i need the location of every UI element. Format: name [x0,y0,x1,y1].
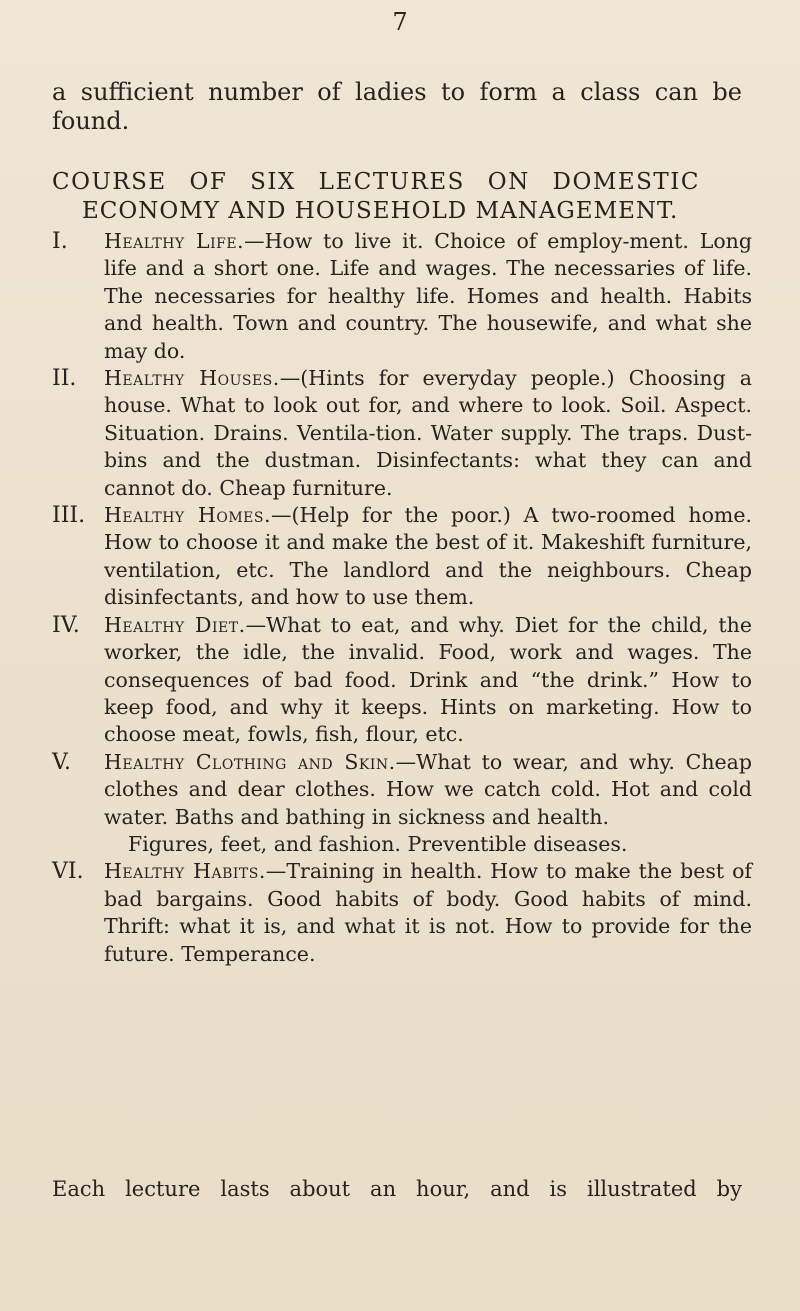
page-number: 7 [392,8,408,36]
lecture-title: Healthy Habits. [104,859,266,884]
lecture-numeral: III. [52,503,86,529]
lecture-title: Healthy Diet. [104,612,246,637]
lecture-description-continued: Figures, feet, and fashion. Preventible diseases. [128,831,628,856]
opening-paragraph: a sufficient number of ladies to form a class can be found. [52,78,742,135]
lecture-title: Healthy Life. [104,229,245,253]
lecture-title: Healthy Clothing and Skin. [104,749,396,774]
lecture-numeral: II. [52,366,77,392]
lecture-title: Healthy Houses. [104,366,280,391]
lecture-description: —How to live it. Choice of employ-ment. Long life and a short one. Life and wages. The necessaries of life. The necessaries for healthy life. Homes and health. Habits and health. Town and country. The housewife, and what she may do. [104,229,752,363]
lecture-description: —What to wear, and why. Cheap clothes and dear clothes. How we catch cold. Hot and cold water. Baths and bathing in sickness and health. [104,749,752,829]
heading-line-2: ECONOMY AND HOUSEHOLD MANAGEMENT. [82,198,679,224]
lecture-description: —Training in health. How to make the best of bad bargains. Good habits of body. Good habits of mind. Thrift: what it is, and what it is not. How to provide for the future. Temperance. [104,859,753,966]
lecture-numeral: V. [52,749,72,775]
closing-paragraph: Each lecture lasts about an hour, and is illustrated by [52,1177,742,1201]
lecture-numeral: I. [52,229,68,254]
lecture-numeral: VI. [52,859,84,885]
lecture-description: —What to eat, and why. Diet for the child, the worker, the idle, the invalid. Food, work and wages. The consequences of bad food. Drink and “the drink.” How to keep food, and why it keeps. Hints on marketing. How to choose meat, fowls, fish, flour, etc. [104,612,752,747]
lecture-item [52,365,752,502]
lecture-description: —(Hints for everyday people.) Choosing a house. What to look out for, and where to look. Soil. Aspect. Situation. Drains. Ventila-tion. Water supply. The traps. Dust-bins and the dustman. Disinfectants: what they can and cannot do. Cheap furniture. [104,366,752,500]
lecture-item [52,228,752,365]
lecture-description: —(Help for the poor.) A two-roomed home. How to choose it and make the best of it. Makeshift furniture, ventilation, etc. The landlord and the neighbours. Cheap disinfectants, and how to use them. [104,503,752,610]
lecture-title: Healthy Homes. [104,503,271,528]
lecture-item [52,858,752,968]
lecture-numeral: IV. [52,612,80,638]
lecture-item [52,749,752,859]
section-heading [52,168,752,226]
lecture-list [52,228,752,968]
lecture-item [52,502,752,612]
heading-line-1: COURSE OF SIX LECTURES ON DOMESTIC [52,169,700,195]
lecture-item [52,612,752,749]
